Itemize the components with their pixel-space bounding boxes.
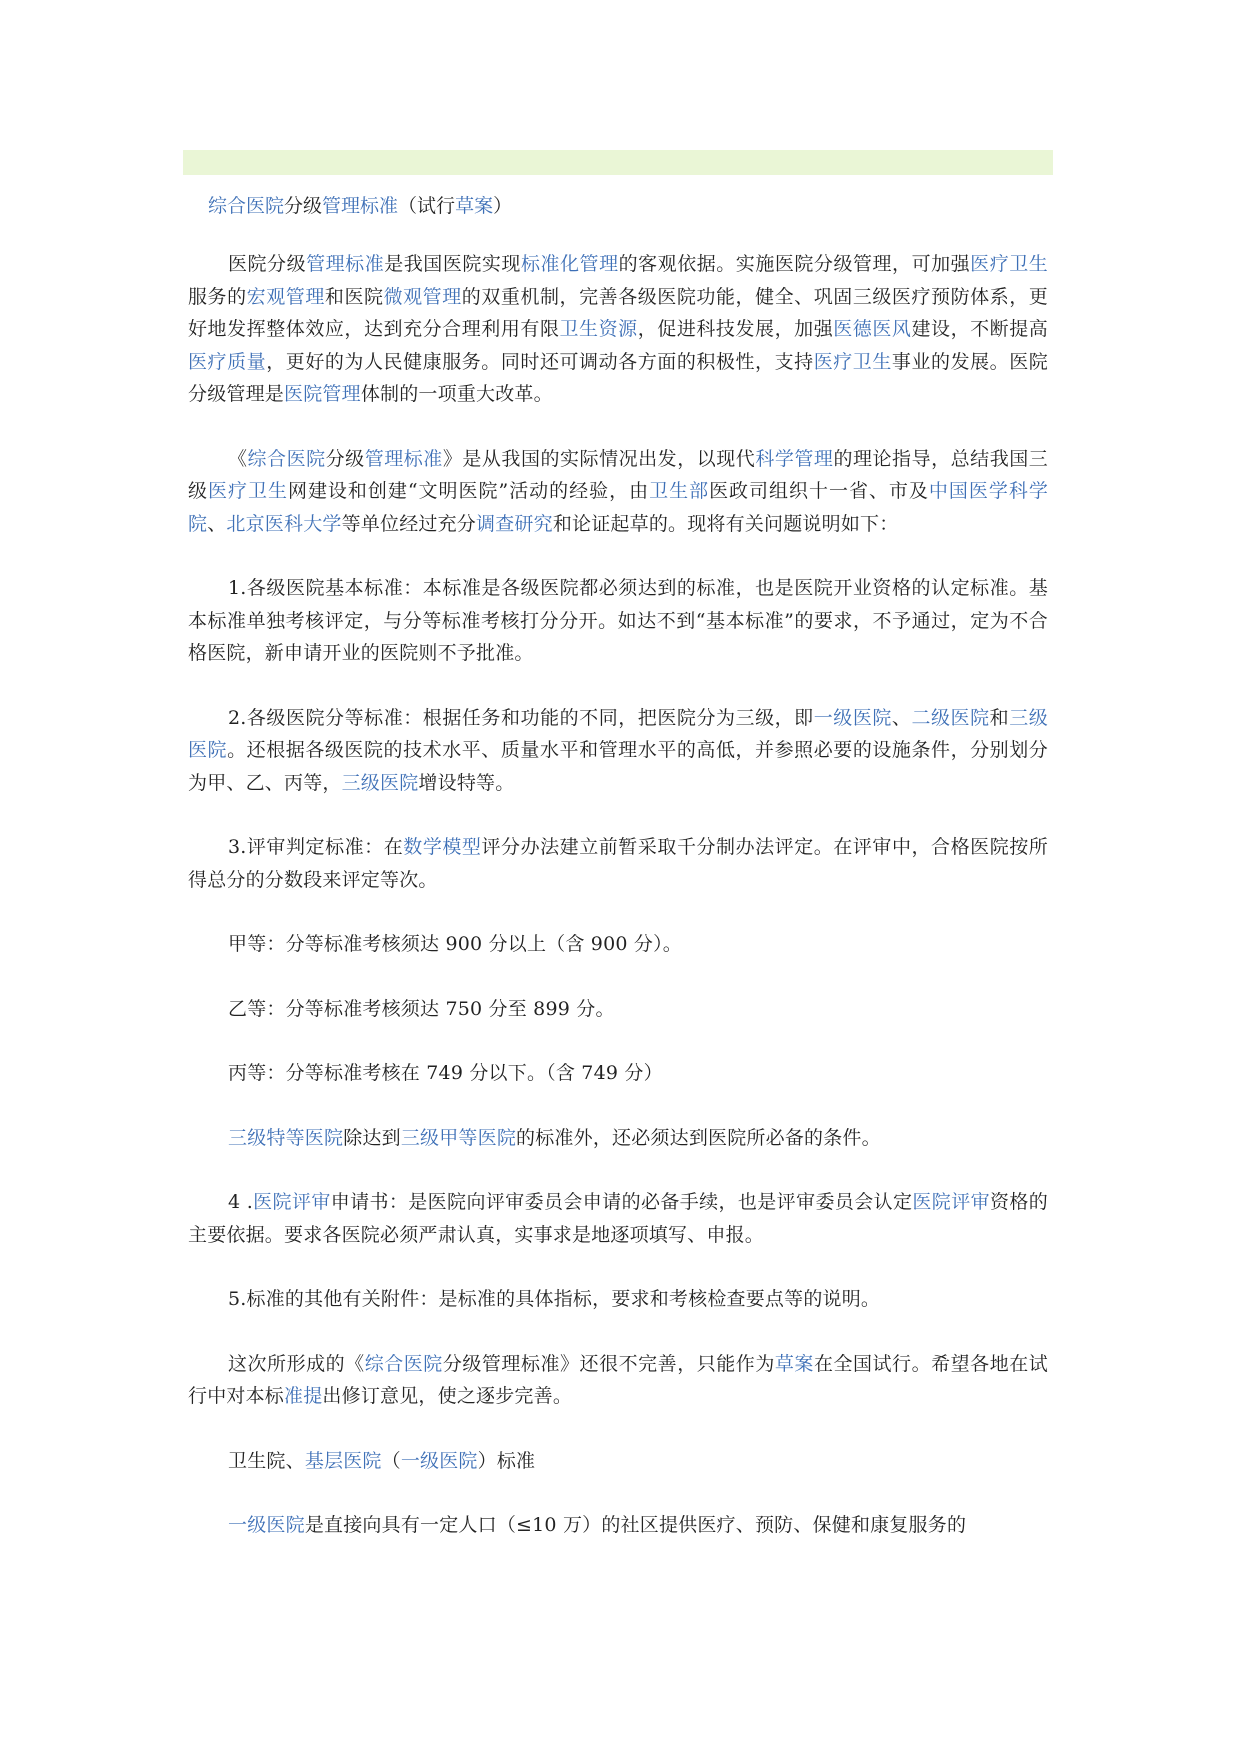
body-text: 3.评审判定标准：在 (228, 836, 404, 858)
body-text: 申请书：是医院向评审委员会申请的必备手续，也是评审委员会认定 (330, 1191, 913, 1213)
link-text[interactable]: 草案 (774, 1352, 814, 1375)
body-text: 体制的一项重大改革。 (360, 383, 553, 405)
body-text: 《 (228, 447, 248, 470)
body-text: 分级 (325, 447, 365, 470)
header-band (183, 150, 1053, 175)
link-text[interactable]: 医疗卫生 (813, 350, 892, 373)
body-text: 在全国试行。希望各地在试行中对本标 (188, 1352, 1048, 1407)
link-text[interactable]: 医院评审 (912, 1191, 990, 1213)
paragraph (188, 1283, 1048, 1316)
body-text: ，促进科技发展，加强 (637, 318, 834, 340)
link-text[interactable]: 中国医学科学院 (188, 480, 1049, 535)
body-text: 建设，不断提高 (911, 318, 1048, 340)
paragraph (188, 1445, 1048, 1478)
link-text[interactable]: 三级医院 (341, 771, 419, 794)
body-text: 和 (989, 706, 1010, 729)
link-text[interactable]: 二级医院 (911, 706, 990, 729)
link-text[interactable]: 三级特等医院 (228, 1126, 344, 1149)
paragraph-list (188, 248, 1048, 1542)
body-text: 的双重机制，完善各级医院功能，健全、巩固三级医疗预防体系，更好地发挥整体效应，达到充分合理利用有限 (188, 285, 1048, 340)
link-text[interactable]: 一级医院 (813, 706, 892, 729)
link-text[interactable]: 草案 (455, 195, 494, 217)
body-text: 资格的主要依据。要求各医院必须严肃认真，实事求是地逐项填写、申报。 (188, 1191, 1048, 1246)
paragraph (188, 1348, 1048, 1413)
body-text: 和医院 (324, 285, 384, 308)
paragraph (188, 702, 1048, 800)
paragraph (188, 248, 1048, 411)
link-text[interactable]: 综合医院 (208, 195, 285, 217)
body-text: 这次所形成的《 (228, 1352, 365, 1375)
body-text: 4 . (228, 1191, 253, 1213)
link-text[interactable]: 标准化管理 (520, 253, 619, 275)
link-text[interactable]: 管理标准 (322, 195, 399, 217)
body-text: （试行 (398, 195, 456, 217)
body-text: 的标准外，还必须达到医院所必备的条件。 (516, 1126, 881, 1149)
body-text: ，更好的为人民健康服务。同时还可调动各方面的积极性，支持 (266, 350, 814, 373)
paragraph (188, 993, 1048, 1026)
link-text[interactable]: 宏观管理 (246, 285, 325, 308)
link-text[interactable]: 数学模型 (403, 836, 482, 858)
paragraph (188, 1122, 1048, 1155)
body-text: 医政司组织十一省、市及 (709, 480, 929, 502)
body-text: 网建设和创建“文明医院”活动的经验，由 (287, 480, 650, 502)
link-text[interactable]: 科学管理 (755, 447, 834, 470)
link-text[interactable]: 医疗卫生 (970, 253, 1048, 275)
body-text: ） (493, 195, 513, 217)
body-text: 2.各级医院分等标准：根据任务和功能的不同，把医院分为三级，即 (228, 706, 814, 729)
body-text: 的理论指导，总结我国三级 (188, 447, 1048, 502)
body-text: 等单位经过充分 (341, 512, 477, 535)
link-text[interactable]: 基层医院 (304, 1449, 382, 1472)
document-body (188, 190, 1048, 1574)
body-text: 医院分级 (228, 253, 307, 275)
body-text: 分级管理标准》还很不完善，只能作为 (442, 1352, 775, 1375)
body-text: 5.标准的其他有关附件：是标准的具体指标，要求和考核检查要点等的说明。 (228, 1288, 881, 1310)
body-text: 乙等：分等标准考核须达 750 分至 899 分。 (228, 997, 615, 1020)
link-text[interactable]: 医院评审 (252, 1191, 331, 1213)
body-text: 和论证起草的。现将有关问题说明如下： (552, 512, 899, 535)
body-text: 、 (891, 706, 912, 729)
body-text: 分级 (284, 195, 323, 217)
link-text[interactable]: 调查研究 (476, 512, 553, 535)
link-text[interactable]: 管理标准 (306, 253, 385, 275)
link-text[interactable]: 准提 (284, 1385, 323, 1407)
body-text: 服务的 (188, 285, 247, 308)
link-text[interactable]: 卫生资源 (559, 318, 638, 340)
body-text: 增设特等。 (418, 771, 515, 794)
body-text: ）标准 (477, 1449, 536, 1472)
link-text[interactable]: 一级医院 (400, 1449, 478, 1472)
document-title (208, 190, 1048, 222)
body-text: 事业的发展。医院分级管理是 (188, 350, 1048, 405)
body-text: 除达到 (343, 1126, 401, 1149)
paragraph (188, 443, 1048, 541)
link-text[interactable]: 卫生部 (649, 480, 710, 502)
link-text[interactable]: 一级医院 (228, 1514, 305, 1536)
body-text: 》是从我国的实际情况出发，以现代 (442, 447, 756, 470)
body-text: 丙等：分等标准考核在 749 分以下。（含 749 分） (228, 1062, 663, 1084)
link-text[interactable]: 医院管理 (284, 383, 361, 405)
body-text: 是我国医院实现 (384, 253, 521, 275)
body-text: 卫生院、 (228, 1449, 305, 1472)
body-text: 甲等：分等标准考核须达 900 分以上（含 900 分）。 (228, 933, 682, 955)
link-text[interactable]: 医疗质量 (188, 350, 267, 373)
paragraph (188, 572, 1048, 670)
body-text: 的客观依据。实施医院分级管理，可加强 (618, 253, 971, 275)
body-text: 是直接向具有一定人口（≤10 万）的社区提供医疗、预防、保健和康复服务的 (304, 1514, 967, 1536)
body-text: 1.各级医院基本标准：本标准是各级医院都必须达到的标准，也是医院开业资格的认定标准。基本标准单独考核评定，与分等标准考核打分分开。如达不到“基本标准”的要求，不予通过，定为不合格医院，新申请开业的医院则不予批准。 (188, 577, 1048, 664)
link-text[interactable]: 综合医院 (247, 447, 326, 470)
paragraph (188, 831, 1048, 896)
link-text[interactable]: 管理标准 (364, 447, 443, 470)
body-text: 、 (207, 512, 227, 535)
paragraph (188, 1186, 1048, 1251)
link-text[interactable]: 三级医院 (188, 706, 1048, 761)
link-text[interactable]: 医德医风 (833, 318, 912, 340)
body-text: （ (381, 1449, 401, 1472)
link-text[interactable]: 北京医科大学 (226, 512, 342, 535)
body-text: 出修订意见，使之逐步完善。 (322, 1385, 573, 1407)
paragraph (188, 928, 1048, 961)
paragraph (188, 1057, 1048, 1090)
paragraph (188, 1509, 1048, 1542)
body-text: 评分办法建立前暂采取千分制办法评定。在评审中，合格医院按所得总分的分数段来评定等次。 (188, 836, 1048, 891)
link-text[interactable]: 医疗卫生 (208, 480, 288, 502)
link-text[interactable]: 微观管理 (383, 285, 462, 308)
link-text[interactable]: 综合医院 (364, 1352, 443, 1375)
body-text: 。还根据各级医院的技术水平、质量水平和管理水平的高低，并参照必要的设施条件，分别划分为甲、乙、丙等， (188, 739, 1048, 794)
link-text[interactable]: 三级甲等医院 (400, 1126, 517, 1149)
